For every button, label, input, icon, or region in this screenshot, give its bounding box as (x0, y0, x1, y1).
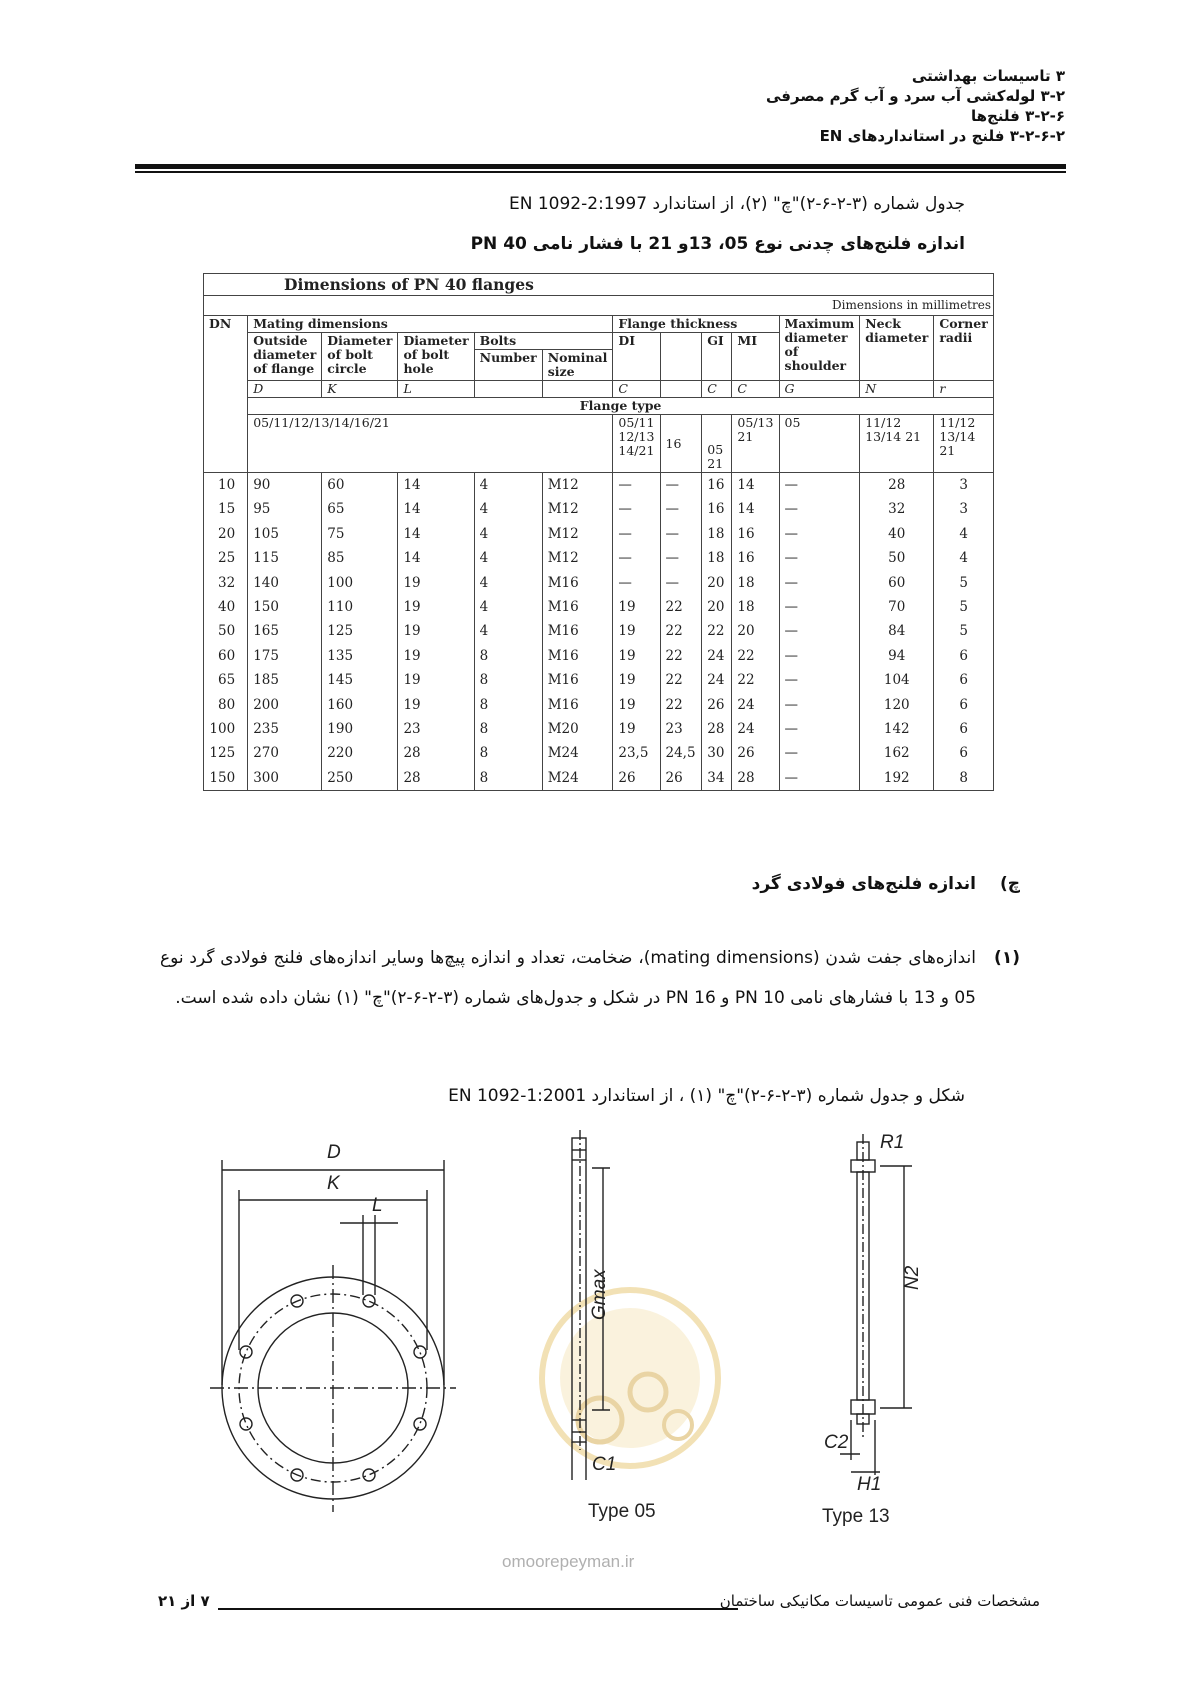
table-cell: 19 (398, 644, 474, 668)
table-cell: 25 (204, 546, 248, 570)
table-cell: 85 (322, 546, 398, 570)
table-cell: 28 (702, 717, 732, 741)
table-cell: 23,5 (613, 741, 660, 765)
figure-caption: شکل و جدول شماره (۳-۲-۶-۲)"چ" (۱) ، از استاندارد EN 1092-1:2001 (448, 1086, 965, 1106)
table-cell: 6 (934, 668, 994, 692)
table-cell: 26 (702, 693, 732, 717)
label-c1: C1 (592, 1454, 617, 1475)
symbol-c-gi: C (702, 381, 732, 398)
table-cell: 150 (204, 766, 248, 791)
table-cell: M16 (542, 693, 613, 717)
header-bolt-hole: Diameter of bolt hole (398, 333, 474, 381)
table-cell: 8 (934, 766, 994, 791)
table-cell: 60 (322, 473, 398, 498)
table-cell: 34 (702, 766, 732, 791)
table-cell: — (779, 693, 860, 717)
table-cell: 19 (613, 595, 660, 619)
page-number: ۷ از ۲۱ (158, 1592, 210, 1610)
footer-rule (218, 1608, 738, 1610)
table-cell: 16 (702, 497, 732, 521)
table-cell: 70 (860, 595, 934, 619)
table-cell: 24 (732, 717, 779, 741)
table-cell: M16 (542, 644, 613, 668)
header-flange-type: Flange type (248, 398, 994, 415)
table-cell: 28 (398, 766, 474, 791)
header-line-4: ۳-۲-۶-۲ فلنج در استانداردهای EN (819, 127, 1065, 145)
header-outside-diameter: Outside diameter of flange (248, 333, 322, 381)
table-cell: — (779, 595, 860, 619)
table-cell: 22 (660, 595, 702, 619)
table-cell: 75 (322, 522, 398, 546)
table-cell: 8 (474, 717, 542, 741)
table-cell: — (779, 522, 860, 546)
table-cell: 220 (322, 741, 398, 765)
table-cell: 19 (398, 595, 474, 619)
table-cell: 14 (398, 497, 474, 521)
table-cell: — (779, 741, 860, 765)
table-cell: 190 (322, 717, 398, 741)
symbol-k: K (322, 381, 398, 398)
table-cell: 300 (248, 766, 322, 791)
symbol-c-di: C (613, 381, 660, 398)
table-cell: 8 (474, 668, 542, 692)
table-row (204, 522, 994, 546)
table-cell: 15 (204, 497, 248, 521)
table-cell: 22 (660, 619, 702, 643)
table-cell: M12 (542, 497, 613, 521)
table-cell: 8 (474, 644, 542, 668)
table-data-rows (204, 473, 994, 791)
table-title-caption: اندازه فلنج‌های چدنی نوع 05، 13و 21 با فشار نامی PN 40 (470, 234, 965, 254)
table-cell: 4 (474, 595, 542, 619)
table-cell: 19 (398, 693, 474, 717)
table-cell: M12 (542, 473, 613, 498)
table-cell: 60 (204, 644, 248, 668)
table-cell: — (779, 473, 860, 498)
table-cell: 162 (860, 741, 934, 765)
table-cell: 14 (398, 473, 474, 498)
table-cell: — (779, 717, 860, 741)
table-cell: 60 (860, 571, 934, 595)
table-cell: 125 (204, 741, 248, 765)
table-cell: 14 (732, 473, 779, 498)
table-row (204, 497, 994, 521)
table-row (204, 693, 994, 717)
table-cell: 14 (732, 497, 779, 521)
table-cell: M16 (542, 668, 613, 692)
table-cell: — (660, 473, 702, 498)
label-n2: N2 (902, 1265, 923, 1290)
table-cell: 28 (398, 741, 474, 765)
table-cell: 6 (934, 644, 994, 668)
table-cell: 20 (204, 522, 248, 546)
table-cell: 28 (732, 766, 779, 791)
symbol-g: G (779, 381, 860, 398)
header-mating-dimensions: Mating dimensions (248, 316, 613, 333)
table-cell: 4 (474, 497, 542, 521)
flange-type-mi: 05/13 21 (732, 415, 779, 473)
table-cell: 23 (398, 717, 474, 741)
symbol-n: N (860, 381, 934, 398)
flange-drawings (200, 1120, 1000, 1580)
table-cell: 18 (702, 546, 732, 570)
table-cell: 135 (322, 644, 398, 668)
header-flange-thickness: Flange thickness (613, 316, 779, 333)
table-cell: — (779, 619, 860, 643)
table-cell: 19 (613, 717, 660, 741)
table-cell: 20 (732, 619, 779, 643)
table-cell: — (779, 766, 860, 791)
table-cell: — (613, 497, 660, 521)
table-cell: 95 (248, 497, 322, 521)
header-max-shoulder: Maximum diameter of shoulder (779, 316, 860, 381)
table-cell: — (660, 497, 702, 521)
table-cell: 140 (248, 571, 322, 595)
table-units: Dimensions in millimetres (204, 296, 994, 316)
table-cell: 160 (322, 693, 398, 717)
table-cell: — (613, 546, 660, 570)
table-cell: 14 (398, 546, 474, 570)
table-cell: 19 (398, 571, 474, 595)
table-cell: 32 (860, 497, 934, 521)
label-c2: C2 (824, 1432, 849, 1453)
table-cell: 80 (204, 693, 248, 717)
footer-document-title: مشخصات فنی عمومی تاسیسات مکانیکی ساختمان (719, 1592, 1040, 1610)
table-cell: 5 (934, 595, 994, 619)
table-cell: — (779, 571, 860, 595)
symbol-l: L (398, 381, 474, 398)
table-cell: — (613, 571, 660, 595)
label-type05: Type 05 (588, 1501, 656, 1522)
table-cell: 200 (248, 693, 322, 717)
table-cell: 104 (860, 668, 934, 692)
table-reference-caption: جدول شماره (۳-۲-۶-۲)"چ" (۲)، از استاندارد EN 1092-2:1997 (509, 194, 965, 214)
table-cell: 20 (702, 571, 732, 595)
table-cell: 26 (732, 741, 779, 765)
table-cell: 4 (934, 546, 994, 570)
header-neck-diameter: Neck diameter (860, 316, 934, 381)
table-cell: 94 (860, 644, 934, 668)
table-cell: 50 (860, 546, 934, 570)
table-row (204, 619, 994, 643)
header-rule-thin (135, 171, 1066, 173)
table-cell: 90 (248, 473, 322, 498)
table-cell: 4 (474, 473, 542, 498)
table-cell: 16 (732, 546, 779, 570)
table-cell: 30 (702, 741, 732, 765)
table-cell: M24 (542, 766, 613, 791)
header-corner-radii: Corner radii (934, 316, 994, 381)
table-cell: 40 (204, 595, 248, 619)
header-bolt-circle: Diameter of bolt circle (322, 333, 398, 381)
table-cell: 65 (204, 668, 248, 692)
table-cell: 6 (934, 693, 994, 717)
header-bolt-number: Number (474, 350, 542, 381)
table-cell: M12 (542, 546, 613, 570)
header-di: DI (613, 333, 660, 381)
table-cell: 4 (474, 619, 542, 643)
table-cell: 235 (248, 717, 322, 741)
section-mark: چ) (999, 874, 1020, 894)
table-row (204, 595, 994, 619)
table-row (204, 668, 994, 692)
flange-type-16: 16 (660, 415, 702, 473)
label-k: K (327, 1173, 340, 1194)
flange-type-neck: 11/12 13/14 21 (860, 415, 934, 473)
header-line-3: ۳-۲-۶ فلنج‌ها (970, 107, 1065, 125)
table-cell: 5 (934, 571, 994, 595)
section-heading-text: اندازه فلنج‌های فولادی گرد (751, 874, 976, 894)
table-cell: 24 (702, 668, 732, 692)
label-r1: R1 (880, 1132, 905, 1153)
table-cell: 22 (660, 668, 702, 692)
table-cell: 10 (204, 473, 248, 498)
page-header (365, 66, 1065, 146)
label-type13: Type 13 (822, 1506, 890, 1527)
table-cell: M16 (542, 571, 613, 595)
table-row (204, 741, 994, 765)
table-cell: 6 (934, 741, 994, 765)
symbol-r: r (934, 381, 994, 398)
header-mi: MI (732, 333, 779, 381)
table-cell: 24 (732, 693, 779, 717)
table-cell: 22 (702, 619, 732, 643)
section-heading (752, 874, 1020, 894)
flange-type-gi: 05 21 (702, 415, 732, 473)
table-row (204, 546, 994, 570)
table-row (204, 473, 994, 498)
table-cell: 40 (860, 522, 934, 546)
table-cell: M16 (542, 619, 613, 643)
table-cell: — (660, 522, 702, 546)
table-cell: 50 (204, 619, 248, 643)
header-rule-thick (135, 164, 1066, 169)
header-line-2: ۳-۲ لوله‌کشی آب سرد و آب گرم مصرفی (765, 87, 1065, 105)
table-cell: 24 (702, 644, 732, 668)
table-cell: 4 (474, 522, 542, 546)
label-h1: H1 (857, 1474, 882, 1495)
table-cell: M12 (542, 522, 613, 546)
table-cell: 19 (613, 693, 660, 717)
table-cell: M24 (542, 741, 613, 765)
header-blank (660, 333, 702, 381)
table-row (204, 766, 994, 791)
table-cell: — (779, 668, 860, 692)
table-cell: 4 (474, 571, 542, 595)
table-cell: 84 (860, 619, 934, 643)
table-cell: 6 (934, 717, 994, 741)
table-cell: 19 (398, 619, 474, 643)
table-cell: 19 (613, 644, 660, 668)
table-cell: M20 (542, 717, 613, 741)
table-cell: 26 (613, 766, 660, 791)
paragraph-text: اندازه‌های جفت شدن (mating dimensions)، ضخامت، تعداد و اندازه پیچ‌ها وسایر اندازه‌های فلنج فولادی گرد نوع 05 و 13 با فشارهای نامی PN 10 و PN 16 در شکل و جدول‌های شماره (۳-۲-۶-۲)"چ" (۱) نشان داده شده است. (160, 948, 976, 1008)
table-cell: 18 (732, 595, 779, 619)
section-paragraph (160, 938, 1020, 1018)
table-cell: 26 (660, 766, 702, 791)
table-cell: 120 (860, 693, 934, 717)
table-cell: 8 (474, 693, 542, 717)
table-cell: 19 (398, 668, 474, 692)
table-cell: — (660, 546, 702, 570)
table-cell: 100 (322, 571, 398, 595)
table-cell: 22 (660, 644, 702, 668)
table-cell: 8 (474, 741, 542, 765)
table-cell: 18 (702, 522, 732, 546)
header-dn: DN (204, 316, 248, 473)
table-cell: 175 (248, 644, 322, 668)
table-title: Dimensions of PN 40 flanges (204, 274, 994, 296)
table-cell: 185 (248, 668, 322, 692)
table-cell: 125 (322, 619, 398, 643)
table-cell: 192 (860, 766, 934, 791)
table-cell: — (779, 644, 860, 668)
flange-type-di: 05/11 12/13 14/21 (613, 415, 660, 473)
symbol-c-mi: C (732, 381, 779, 398)
table-row (204, 571, 994, 595)
header-bolts: Bolts (474, 333, 613, 350)
table-cell: — (779, 497, 860, 521)
table-cell: 4 (474, 546, 542, 570)
table-cell: 28 (860, 473, 934, 498)
table-cell: — (779, 546, 860, 570)
table-cell: 5 (934, 619, 994, 643)
table-cell: 18 (732, 571, 779, 595)
table-cell: 165 (248, 619, 322, 643)
table-cell: 22 (732, 644, 779, 668)
table-cell: 16 (702, 473, 732, 498)
symbol-d: D (248, 381, 322, 398)
table-cell: 115 (248, 546, 322, 570)
table-cell: 250 (322, 766, 398, 791)
table-cell: — (660, 571, 702, 595)
table-cell: 110 (322, 595, 398, 619)
table-cell: 19 (613, 619, 660, 643)
watermark-site: omoorepeyman.ir (502, 1552, 635, 1571)
table-cell: 142 (860, 717, 934, 741)
header-bolt-nominal-size: Nominal size (542, 350, 613, 381)
watermark-logo (542, 1290, 718, 1466)
table-cell: 22 (660, 693, 702, 717)
table-cell: 3 (934, 497, 994, 521)
header-line-1: ۳ تاسیسات بهداشتی (911, 67, 1065, 85)
label-d: D (327, 1142, 341, 1163)
table-cell: 145 (322, 668, 398, 692)
table-cell: 14 (398, 522, 474, 546)
table-cell: 105 (248, 522, 322, 546)
label-gmax: Gmax (589, 1269, 610, 1320)
table-cell: 150 (248, 595, 322, 619)
table-cell: 3 (934, 473, 994, 498)
table-cell: 4 (934, 522, 994, 546)
table-cell: 22 (732, 668, 779, 692)
dimensions-table-wrapper (203, 273, 994, 791)
table-cell: 23 (660, 717, 702, 741)
flange-front-view (210, 1160, 456, 1512)
table-cell: 270 (248, 741, 322, 765)
table-cell: 65 (322, 497, 398, 521)
paragraph-number: (۱) (994, 948, 1020, 968)
label-l: L (372, 1195, 383, 1216)
table-cell: M16 (542, 595, 613, 619)
table-cell: 8 (474, 766, 542, 791)
table-cell: — (613, 522, 660, 546)
table-cell: 32 (204, 571, 248, 595)
flange-type-mating: 05/11/12/13/14/16/21 (248, 415, 613, 473)
table-cell: 20 (702, 595, 732, 619)
type13-section (840, 1134, 912, 1475)
table-cell: 24,5 (660, 741, 702, 765)
table-row (204, 717, 994, 741)
table-cell: 100 (204, 717, 248, 741)
table-row (204, 644, 994, 668)
pn40-dimensions-table (203, 273, 994, 791)
table-cell: 16 (732, 522, 779, 546)
flange-type-corner: 11/12 13/14 21 (934, 415, 994, 473)
header-gi: GI (702, 333, 732, 381)
flange-type-shoulder: 05 (779, 415, 860, 473)
table-cell: — (613, 473, 660, 498)
table-cell: 19 (613, 668, 660, 692)
